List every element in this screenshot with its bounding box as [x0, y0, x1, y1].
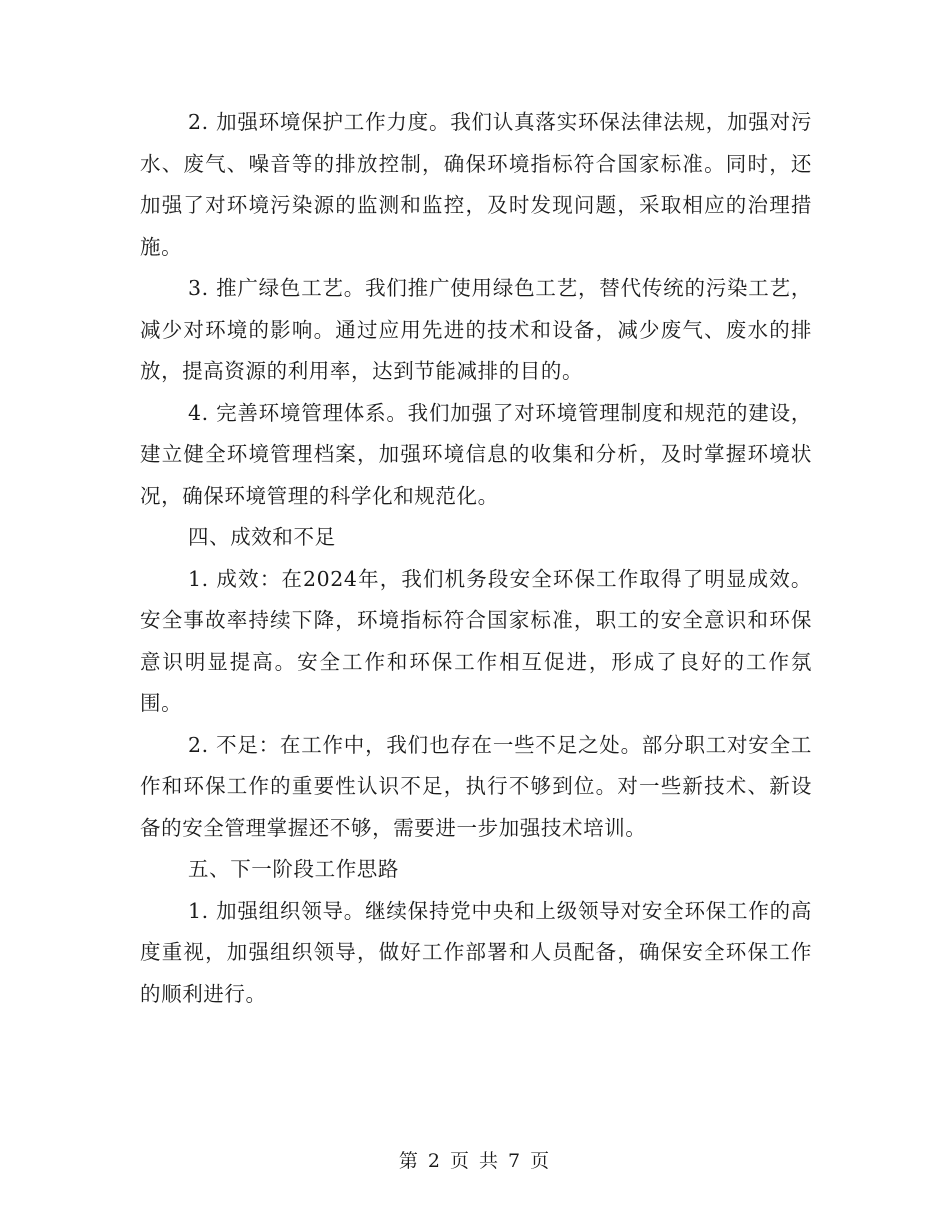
document-body [140, 102, 812, 1015]
section-heading-next-steps: 五、下一阶段工作思路 [188, 857, 399, 881]
paragraph-green-process: 3. 推广绿色工艺。我们推广使用绿色工艺，替代传统的污染工艺，减少对环境的影响。通过应用先进的技术和设备，减少废气、废水的排放，提高资源的利用率，达到节能减排的目的。 [140, 276, 812, 383]
paragraph-achievements: 1. 成效：在2024年，我们机务段安全环保工作取得了明显成效。安全事故率持续下降，环境指标符合国家标准，职工的安全意识和环保意识明显提高。安全工作和环保工作相互促进，形成了良好的工作氛围。 [140, 566, 812, 715]
paragraph-shortcomings: 2. 不足：在工作中，我们也存在一些不足之处。部分职工对安全工作和环保工作的重要性认识不足，执行不够到位。对一些新技术、新设备的安全管理掌握还不够，需要进一步加强技术培训。 [140, 732, 812, 840]
section-heading-results: 四、成效和不足 [188, 525, 336, 549]
paragraph-env-management: 4. 完善环境管理体系。我们加强了对环境管理制度和规范的建设，建立健全环境管理档案，加强环境信息的收集和分析，及时掌握环境状况，确保环境管理的科学化和规范化。 [140, 400, 812, 508]
paragraph-env-protection: 2. 加强环境保护工作力度。我们认真落实环保法律法规，加强对污水、废气、噪音等的排放控制，确保环境指标符合国家标准。同时，还加强了对环境污染源的监测和监控，及时发现问题，采取相应的治理措施。 [140, 110, 812, 259]
paragraph-leadership: 1. 加强组织领导。继续保持党中央和上级领导对安全环保工作的高度重视，加强组织领导，做好工作部署和人员配备，确保安全环保工作的顺利进行。 [140, 898, 812, 1006]
page-footer: 第 2 页 共 7 页 [398, 1150, 552, 1172]
